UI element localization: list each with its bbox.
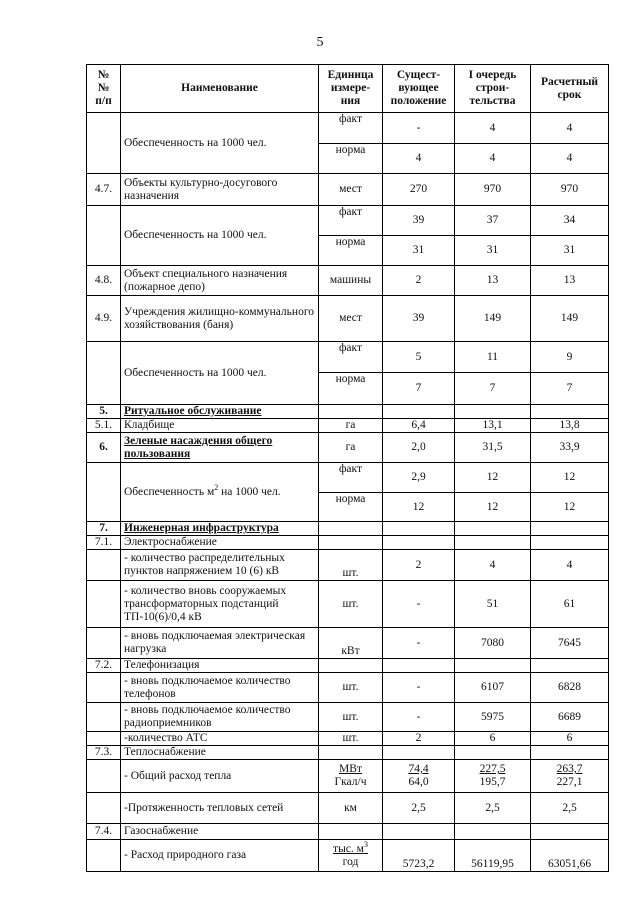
cell-value: 33,9 bbox=[531, 433, 609, 463]
cell-value: 31 bbox=[531, 236, 609, 266]
cell-num bbox=[87, 673, 121, 703]
cell-unit: га bbox=[319, 419, 383, 433]
cell-unit: мест bbox=[319, 174, 383, 206]
cell-unit: факт bbox=[319, 342, 383, 373]
table-row bbox=[87, 581, 609, 628]
cell-name: -количество АТС bbox=[121, 732, 319, 746]
header-stage1: I очередь строи- тельства bbox=[455, 65, 531, 113]
data-table bbox=[86, 64, 609, 872]
section-title: Инженерная инфраструктура bbox=[121, 522, 319, 536]
cell-unit: тыс. $м^3$ год bbox=[319, 840, 383, 872]
table-row bbox=[87, 659, 609, 673]
table-row bbox=[87, 536, 609, 550]
cell-value: 149 bbox=[455, 296, 531, 342]
cell-name: Обеспеченность на 1000 чел. bbox=[121, 342, 319, 405]
cell-value: 7 bbox=[531, 373, 609, 405]
section-title: Ритуальное обслуживание bbox=[121, 405, 319, 419]
cell-value: 4 bbox=[455, 113, 531, 144]
cell-name: Электроснабжение bbox=[121, 536, 319, 550]
cell-unit: норма bbox=[319, 373, 383, 405]
table-row bbox=[87, 174, 609, 206]
cell-num bbox=[87, 463, 121, 522]
cell-value: 5723,2 bbox=[383, 840, 455, 872]
cell-value: 12 bbox=[455, 463, 531, 493]
cell-value: 31 bbox=[383, 236, 455, 266]
cell-value: 2 bbox=[383, 550, 455, 581]
cell-empty bbox=[455, 824, 531, 840]
cell-value: 149 bbox=[531, 296, 609, 342]
cell-name: Обеспеченность $м^2$ на 1000 чел. bbox=[121, 463, 319, 522]
cell-value: 970 bbox=[455, 174, 531, 206]
cell-unit: норма bbox=[319, 493, 383, 522]
cell-value: 4 bbox=[531, 550, 609, 581]
cell-unit: га bbox=[319, 433, 383, 463]
cell-empty bbox=[531, 824, 609, 840]
cell-num bbox=[87, 703, 121, 732]
cell-value: 2,0 bbox=[383, 433, 455, 463]
cell-num: 7.2. bbox=[87, 659, 121, 673]
cell-num bbox=[87, 628, 121, 659]
cell-value: 13 bbox=[531, 266, 609, 296]
cell-num bbox=[87, 206, 121, 266]
cell-value: 51 bbox=[455, 581, 531, 628]
cell-num bbox=[87, 113, 121, 174]
cell-empty bbox=[383, 405, 455, 419]
cell-num: 7.4. bbox=[87, 824, 121, 840]
cell-value: 4 bbox=[531, 144, 609, 174]
cell-unit: мест bbox=[319, 296, 383, 342]
cell-value: 5 bbox=[383, 342, 455, 373]
cell-value: 56119,95 bbox=[455, 840, 531, 872]
cell-value: 11 bbox=[455, 342, 531, 373]
cell-name: Кладбище bbox=[121, 419, 319, 433]
cell-empty bbox=[383, 824, 455, 840]
cell-empty bbox=[531, 659, 609, 673]
cell-value: 63051,66 bbox=[531, 840, 609, 872]
cell-num: 4.8. bbox=[87, 266, 121, 296]
cell-value: 39 bbox=[383, 206, 455, 236]
cell-value: 6,4 bbox=[383, 419, 455, 433]
cell-value: 5975 bbox=[455, 703, 531, 732]
table-row bbox=[87, 206, 609, 236]
cell-num bbox=[87, 581, 121, 628]
cell-value: 6107 bbox=[455, 673, 531, 703]
cell-num: 5. bbox=[87, 405, 121, 419]
cell-num: 4.9. bbox=[87, 296, 121, 342]
cell-value: 4 bbox=[383, 144, 455, 174]
cell-empty bbox=[455, 405, 531, 419]
cell-value: 6828 bbox=[531, 673, 609, 703]
cell-empty bbox=[531, 536, 609, 550]
cell-empty bbox=[531, 746, 609, 760]
cell-empty bbox=[455, 522, 531, 536]
cell-unit: кВт bbox=[319, 628, 383, 659]
cell-value: - bbox=[383, 628, 455, 659]
cell-unit: машины bbox=[319, 266, 383, 296]
cell-unit: норма bbox=[319, 144, 383, 174]
table-row bbox=[87, 405, 609, 419]
cell-unit: шт. bbox=[319, 732, 383, 746]
cell-name: - Расход природного газа bbox=[121, 840, 319, 872]
cell-value: 13 bbox=[455, 266, 531, 296]
cell-value: 31,5 bbox=[455, 433, 531, 463]
cell-name: Объекты культурно-досугового назначения bbox=[121, 174, 319, 206]
cell-value: 2,9 bbox=[383, 463, 455, 493]
cell-num: 7.3. bbox=[87, 746, 121, 760]
cell-value: 6 bbox=[455, 732, 531, 746]
cell-value: 7 bbox=[383, 373, 455, 405]
cell-num bbox=[87, 550, 121, 581]
cell-unit: факт bbox=[319, 113, 383, 144]
header-unit: Единица измере- ния bbox=[319, 65, 383, 113]
cell-name: - Общий расход тепла bbox=[121, 760, 319, 793]
cell-value: 39 bbox=[383, 296, 455, 342]
cell-value: 34 bbox=[531, 206, 609, 236]
cell-value: 9 bbox=[531, 342, 609, 373]
header-existing: Сущест- вующее положение bbox=[383, 65, 455, 113]
cell-value: 13,1 bbox=[455, 419, 531, 433]
cell-unit: км bbox=[319, 793, 383, 824]
cell-name: - вновь подключаемая электрическая нагрузка bbox=[121, 628, 319, 659]
cell-value: 227,5 195,7 bbox=[455, 760, 531, 793]
cell-name: Объект специального назначения (пожарное депо) bbox=[121, 266, 319, 296]
cell-num: 7. bbox=[87, 522, 121, 536]
cell-value: 7080 bbox=[455, 628, 531, 659]
cell-name: Обеспеченность на 1000 чел. bbox=[121, 113, 319, 174]
cell-value: 2,5 bbox=[531, 793, 609, 824]
cell-value: 2 bbox=[383, 732, 455, 746]
cell-name: - количество вновь сооружаемых трансформаторных подстанций ТП-10(6)/0,4 кВ bbox=[121, 581, 319, 628]
table-row bbox=[87, 550, 609, 581]
cell-value: 13,8 bbox=[531, 419, 609, 433]
table-row bbox=[87, 342, 609, 373]
cell-num: 7.1. bbox=[87, 536, 121, 550]
cell-empty bbox=[319, 824, 383, 840]
table-row bbox=[87, 732, 609, 746]
cell-value: 4 bbox=[455, 550, 531, 581]
cell-unit: норма bbox=[319, 236, 383, 266]
cell-empty bbox=[531, 405, 609, 419]
cell-empty bbox=[531, 522, 609, 536]
cell-value: - bbox=[383, 581, 455, 628]
cell-empty bbox=[383, 659, 455, 673]
cell-name: Учреждения жилищно-коммунального хозяйствования (баня) bbox=[121, 296, 319, 342]
cell-unit: шт. bbox=[319, 581, 383, 628]
cell-value: 2 bbox=[383, 266, 455, 296]
cell-value: - bbox=[383, 113, 455, 144]
cell-value: 12 bbox=[383, 493, 455, 522]
cell-name: Телефонизация bbox=[121, 659, 319, 673]
cell-value: 37 bbox=[455, 206, 531, 236]
table-row bbox=[87, 419, 609, 433]
cell-empty bbox=[319, 746, 383, 760]
cell-empty bbox=[383, 746, 455, 760]
cell-empty bbox=[319, 522, 383, 536]
cell-value: 12 bbox=[455, 493, 531, 522]
cell-num bbox=[87, 342, 121, 405]
cell-value: 6 bbox=[531, 732, 609, 746]
header-num: № № п/п bbox=[87, 65, 121, 113]
cell-value: 970 bbox=[531, 174, 609, 206]
table-row bbox=[87, 840, 609, 872]
cell-empty bbox=[319, 536, 383, 550]
cell-name: - вновь подключаемое количество радиоприемников bbox=[121, 703, 319, 732]
cell-unit: шт. bbox=[319, 550, 383, 581]
cell-empty bbox=[455, 746, 531, 760]
cell-empty bbox=[383, 522, 455, 536]
table-row bbox=[87, 760, 609, 793]
cell-num bbox=[87, 732, 121, 746]
cell-value: 12 bbox=[531, 463, 609, 493]
cell-value: 7 bbox=[455, 373, 531, 405]
cell-num bbox=[87, 760, 121, 793]
cell-value: 6689 bbox=[531, 703, 609, 732]
cell-num: 6. bbox=[87, 433, 121, 463]
cell-value: 2,5 bbox=[455, 793, 531, 824]
cell-value: 2,5 bbox=[383, 793, 455, 824]
table-row bbox=[87, 296, 609, 342]
cell-value: 12 bbox=[531, 493, 609, 522]
header-estimated: Расчетный срок bbox=[531, 65, 609, 113]
table-row bbox=[87, 463, 609, 493]
table-row bbox=[87, 673, 609, 703]
cell-name: - количество распределительных пунктов напряжением 10 (6) кВ bbox=[121, 550, 319, 581]
table-row bbox=[87, 793, 609, 824]
cell-name: Обеспеченность на 1000 чел. bbox=[121, 206, 319, 266]
cell-value: 31 bbox=[455, 236, 531, 266]
cell-value: 4 bbox=[455, 144, 531, 174]
cell-unit: шт. bbox=[319, 673, 383, 703]
cell-name: Теплоснабжение bbox=[121, 746, 319, 760]
table-row bbox=[87, 824, 609, 840]
cell-num: 4.7. bbox=[87, 174, 121, 206]
cell-name: -Протяженность тепловых сетей bbox=[121, 793, 319, 824]
cell-num bbox=[87, 793, 121, 824]
cell-value: 270 bbox=[383, 174, 455, 206]
cell-value: - bbox=[383, 703, 455, 732]
page-number: 5 bbox=[316, 35, 324, 50]
cell-empty bbox=[455, 659, 531, 673]
cell-value: 74,4 64,0 bbox=[383, 760, 455, 793]
cell-unit: факт bbox=[319, 206, 383, 236]
cell-empty bbox=[383, 536, 455, 550]
cell-value: 7645 bbox=[531, 628, 609, 659]
table-row bbox=[87, 746, 609, 760]
cell-value: 263,7 227,1 bbox=[531, 760, 609, 793]
cell-unit: МВт Гкал/ч bbox=[319, 760, 383, 793]
cell-empty bbox=[319, 659, 383, 673]
cell-num: 5.1. bbox=[87, 419, 121, 433]
cell-name: - вновь подключаемое количество телефонов bbox=[121, 673, 319, 703]
table-row bbox=[87, 522, 609, 536]
cell-empty bbox=[319, 405, 383, 419]
cell-value: - bbox=[383, 673, 455, 703]
cell-empty bbox=[455, 536, 531, 550]
table-row bbox=[87, 628, 609, 659]
cell-unit: факт bbox=[319, 463, 383, 493]
cell-num bbox=[87, 840, 121, 872]
table-row bbox=[87, 113, 609, 144]
cell-value: 4 bbox=[531, 113, 609, 144]
header-name: Наименование bbox=[121, 65, 319, 113]
section-title: Зеленые насаждения общего пользования bbox=[121, 433, 319, 463]
table-header bbox=[87, 65, 609, 113]
cell-value: 61 bbox=[531, 581, 609, 628]
cell-name: Газоснабжение bbox=[121, 824, 319, 840]
table-row bbox=[87, 703, 609, 732]
cell-unit: шт. bbox=[319, 703, 383, 732]
table-row bbox=[87, 433, 609, 463]
table-row bbox=[87, 266, 609, 296]
